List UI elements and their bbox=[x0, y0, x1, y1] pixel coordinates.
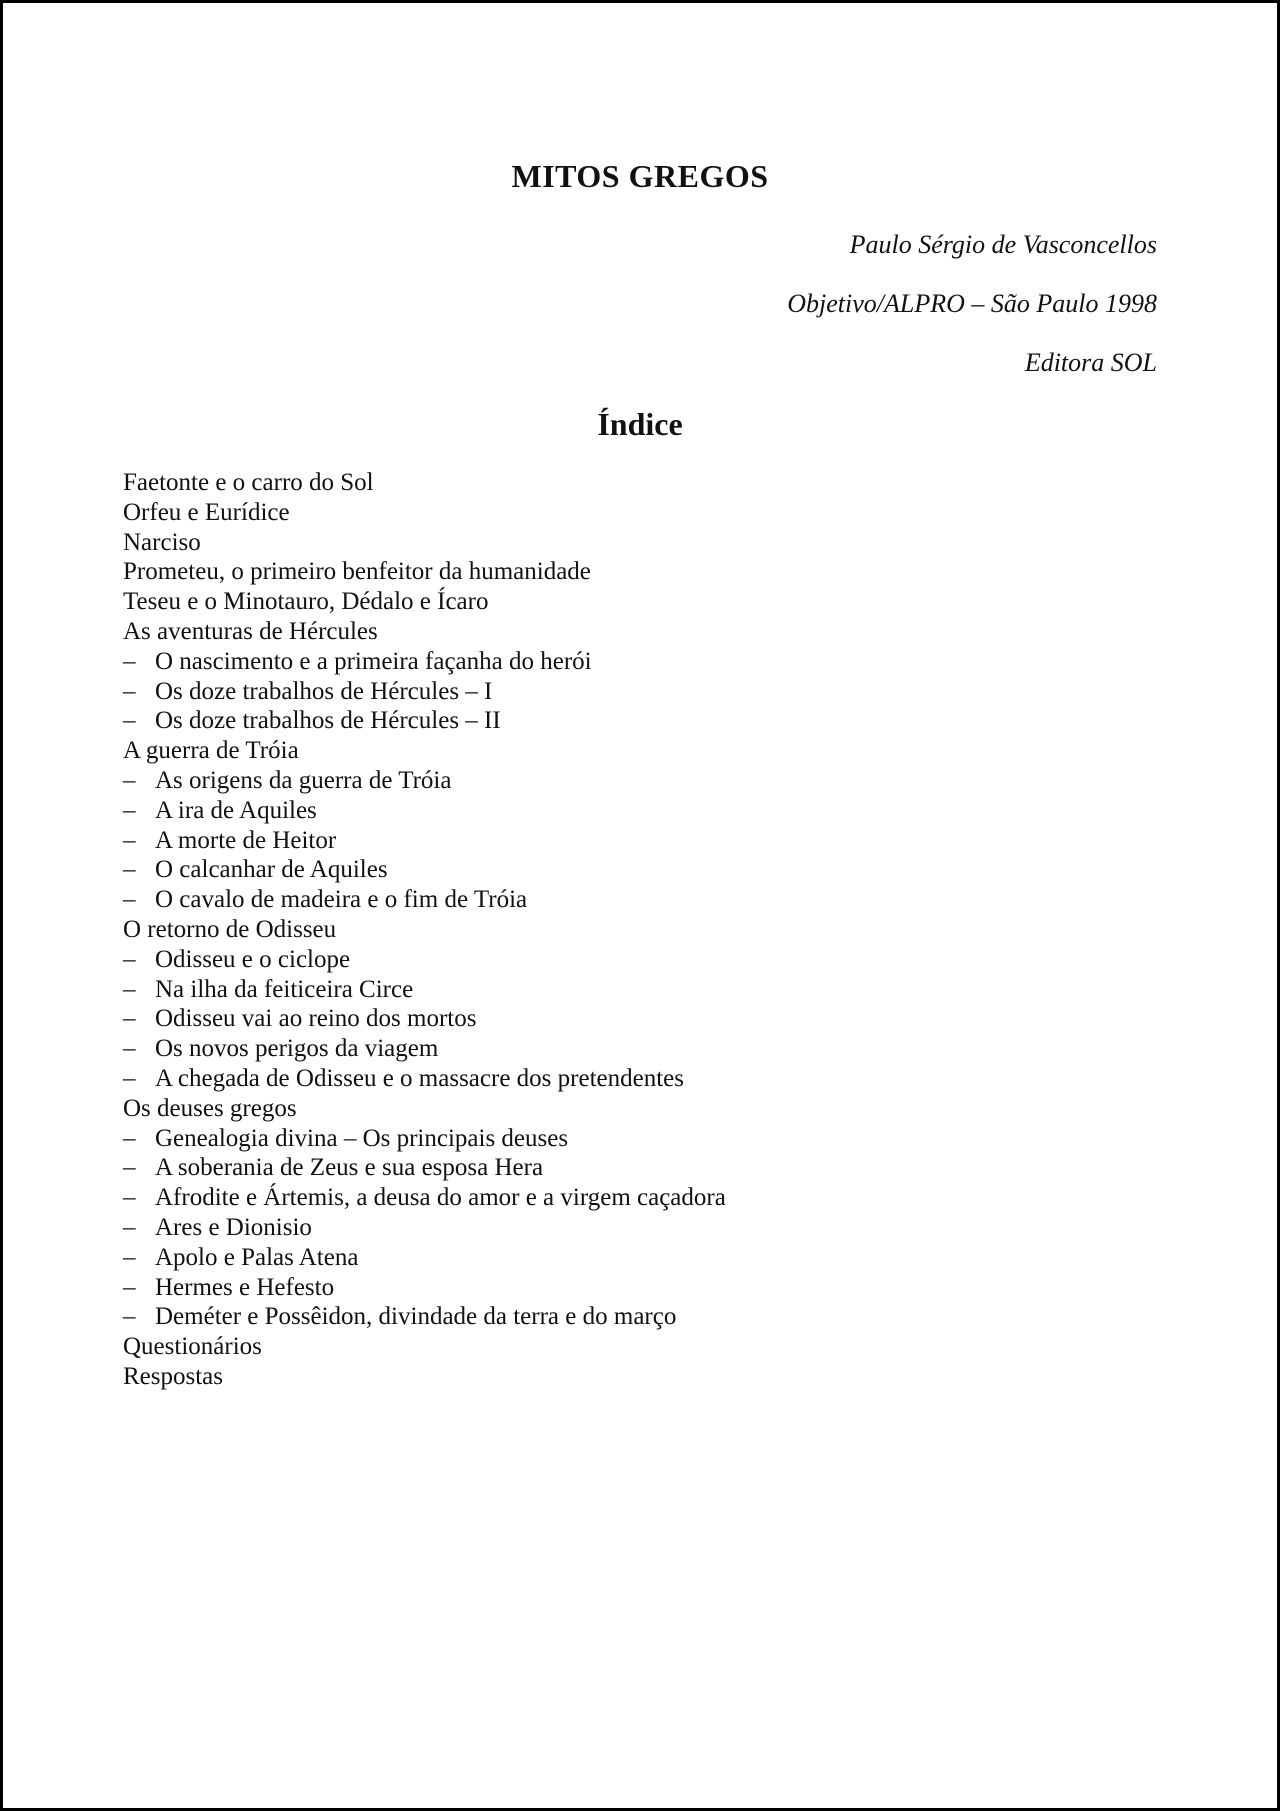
byline-block bbox=[787, 215, 1157, 392]
index-item-text: Os doze trabalhos de Hércules – I bbox=[155, 677, 493, 705]
index-item bbox=[123, 468, 1237, 498]
index-item-text: Hermes e Hefesto bbox=[155, 1273, 335, 1301]
index-item-text: Os novos perigos da viagem bbox=[155, 1035, 439, 1063]
index-item-text: Odisseu vai ao reino dos mortos bbox=[155, 1005, 477, 1033]
index-item-text: A soberania de Zeus e sua esposa Hera bbox=[155, 1154, 544, 1182]
dash-marker: – bbox=[123, 1154, 136, 1182]
index-item-text: Faetonte e o carro do Sol bbox=[123, 469, 374, 496]
dash-marker: – bbox=[123, 707, 136, 735]
index-item-text: Teseu e o Minotauro, Dédalo e Ícaro bbox=[123, 588, 489, 616]
dash-marker: – bbox=[123, 1124, 136, 1152]
index-item-text: Os doze trabalhos de Hércules – II bbox=[155, 707, 501, 735]
index-item-text: As origens da guerra de Tróia bbox=[155, 766, 452, 794]
index-item-text: A guerra de Tróia bbox=[123, 737, 299, 765]
index-subitem bbox=[123, 1124, 1237, 1154]
index-item-text: Prometeu, o primeiro benfeitor da humanidade bbox=[123, 558, 591, 586]
index-item bbox=[123, 498, 1237, 528]
index-subitem bbox=[123, 706, 1237, 736]
dash-marker: – bbox=[123, 796, 136, 824]
index-subitem bbox=[123, 1302, 1237, 1332]
byline-line: Paulo Sérgio de Vasconcellos bbox=[849, 230, 1157, 259]
index-subitem bbox=[123, 855, 1237, 885]
index-item-text: A ira de Aquiles bbox=[155, 796, 317, 824]
dash-marker: – bbox=[123, 1243, 136, 1271]
index-subitem bbox=[123, 1213, 1237, 1243]
index-item-text: Ares e Dionisio bbox=[155, 1213, 312, 1241]
index-subitem bbox=[123, 1183, 1237, 1213]
index-item-text: O retorno de Odisseu bbox=[123, 915, 337, 943]
index-item bbox=[123, 617, 1237, 647]
index-item-text: O calcanhar de Aquiles bbox=[155, 856, 388, 884]
index-item bbox=[123, 587, 1237, 617]
byline-line: Editora SOL bbox=[1024, 348, 1157, 377]
index-item-text: O cavalo de madeira e o fim de Tróia bbox=[155, 886, 528, 914]
index-subitem bbox=[123, 945, 1237, 975]
index-subitem bbox=[123, 1243, 1237, 1273]
index-list bbox=[123, 468, 1237, 1392]
index-item bbox=[123, 1094, 1237, 1124]
index-subitem bbox=[123, 1153, 1237, 1183]
index-item-text: Afrodite e Ártemis, a deusa do amor e a virgem caçadora bbox=[155, 1184, 726, 1212]
index-subitem bbox=[123, 647, 1237, 677]
dash-marker: – bbox=[123, 1184, 136, 1212]
index-item-text: Na ilha da feiticeira Circe bbox=[155, 975, 414, 1003]
index-item-text: Apolo e Palas Atena bbox=[155, 1243, 359, 1271]
index-item-text: Questionários bbox=[123, 1333, 262, 1361]
index-item bbox=[123, 557, 1237, 587]
index-subitem bbox=[123, 1064, 1237, 1094]
index-item bbox=[123, 736, 1237, 766]
index-item-text: A chegada de Odisseu e o massacre dos pretendentes bbox=[155, 1064, 684, 1092]
index-subitem bbox=[123, 677, 1237, 707]
index-item-text: Os deuses gregos bbox=[123, 1094, 297, 1122]
index-subitem bbox=[123, 826, 1237, 856]
dash-marker: – bbox=[123, 1273, 136, 1301]
index-item bbox=[123, 1332, 1237, 1362]
index-item-text: Respostas bbox=[123, 1362, 223, 1390]
dash-marker: – bbox=[123, 647, 136, 675]
index-heading: Índice bbox=[597, 406, 683, 442]
index-item-text: Odisseu e o ciclope bbox=[155, 945, 351, 973]
index-item-text: A morte de Heitor bbox=[155, 826, 337, 854]
index-item-text: O nascimento e a primeira façanha do herói bbox=[155, 647, 592, 675]
document-title: MITOS GREGOS bbox=[511, 158, 769, 194]
index-item-text: Genealogia divina – Os principais deuses bbox=[155, 1124, 569, 1152]
index-item bbox=[123, 915, 1237, 945]
byline-line: Objetivo/ALPRO – São Paulo 1998 bbox=[787, 289, 1157, 318]
dash-marker: – bbox=[123, 1035, 136, 1063]
index-item bbox=[123, 1362, 1237, 1392]
index-item-text: Deméter e Possêidon, divindade da terra e do março bbox=[155, 1303, 677, 1331]
index-item-text: As aventuras de Hércules bbox=[123, 617, 378, 645]
dash-marker: – bbox=[123, 1213, 136, 1241]
dash-marker: – bbox=[123, 856, 136, 884]
dash-marker: – bbox=[123, 1005, 136, 1033]
dash-marker: – bbox=[123, 1303, 136, 1331]
index-item bbox=[123, 528, 1237, 558]
dash-marker: – bbox=[123, 1064, 136, 1092]
dash-marker: – bbox=[123, 677, 136, 705]
index-item-text: Narciso bbox=[123, 528, 201, 556]
dash-marker: – bbox=[123, 766, 136, 794]
index-item-text: Orfeu e Eurídice bbox=[123, 498, 290, 526]
dash-marker: – bbox=[123, 826, 136, 854]
index-subitem bbox=[123, 1004, 1237, 1034]
index-subitem bbox=[123, 796, 1237, 826]
index-subitem bbox=[123, 1034, 1237, 1064]
dash-marker: – bbox=[123, 886, 136, 914]
index-subitem bbox=[123, 975, 1237, 1005]
index-subitem bbox=[123, 766, 1237, 796]
dash-marker: – bbox=[123, 945, 136, 973]
index-subitem bbox=[123, 885, 1237, 915]
index-subitem bbox=[123, 1273, 1237, 1303]
dash-marker: – bbox=[123, 975, 136, 1003]
